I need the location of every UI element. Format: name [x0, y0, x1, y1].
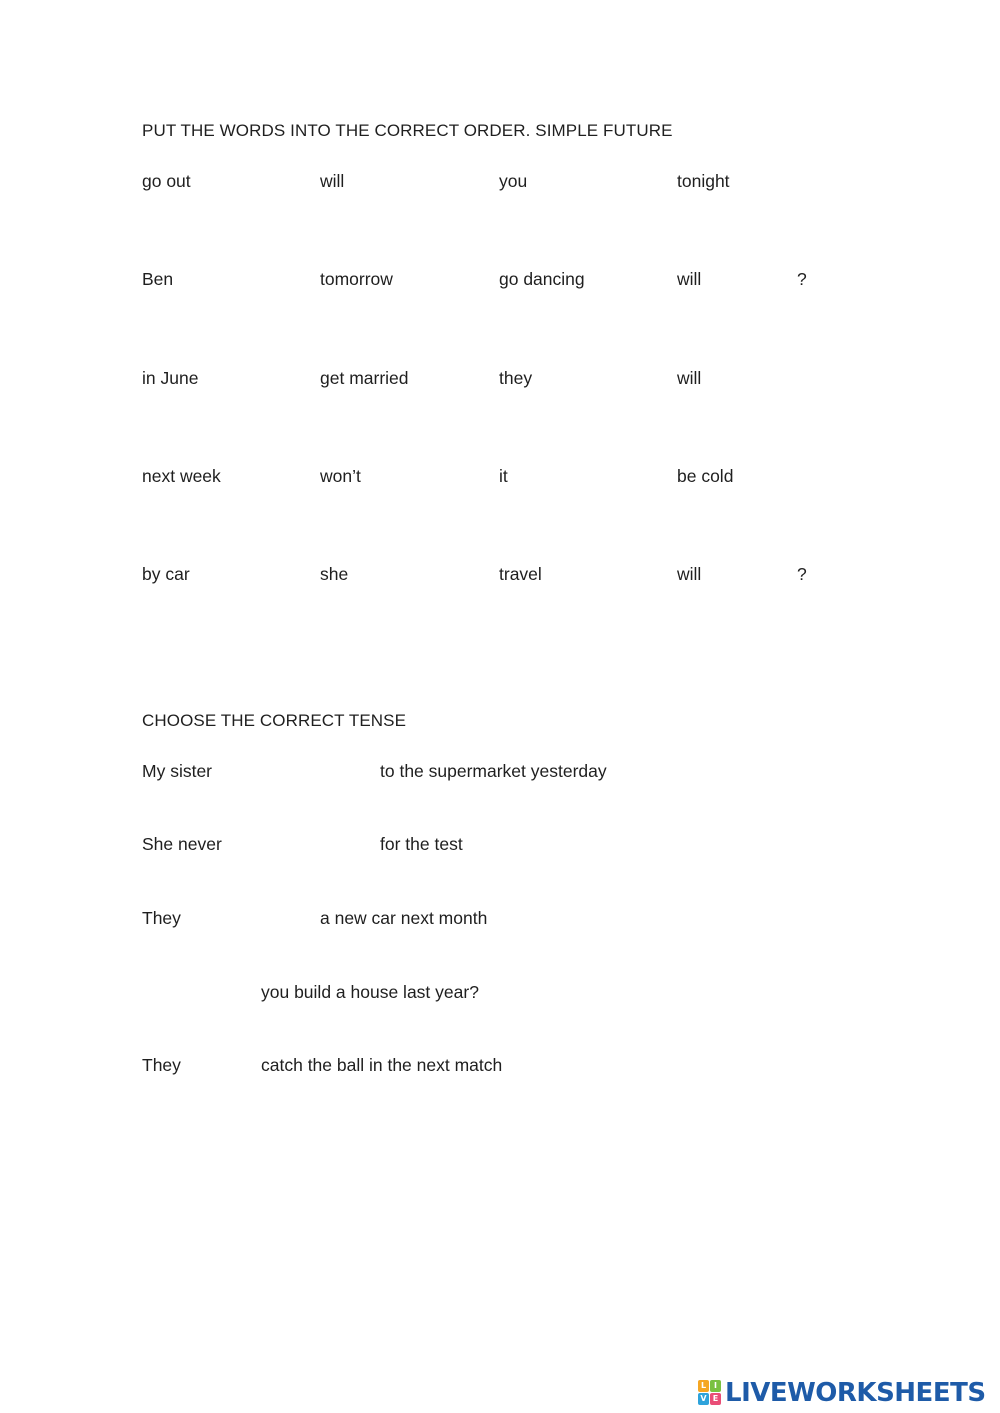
logo-text: LIVEWORKSHEETS [725, 1378, 986, 1408]
sentence-start: They [142, 908, 181, 928]
logo-badge-letter: V [698, 1393, 709, 1405]
sentence-start: My sister [142, 761, 212, 781]
word-cell: ? [797, 269, 807, 289]
word-cell: will [677, 269, 702, 289]
word-cell: it [499, 466, 508, 486]
word-cell: won’t [320, 466, 361, 486]
word-cell: get married [320, 368, 409, 388]
word-cell: be cold [677, 466, 734, 486]
word-cell: by car [142, 564, 190, 584]
word-cell: go out [142, 171, 191, 191]
sentence-end: to the supermarket yesterday [380, 761, 607, 781]
liveworksheets-logo [698, 1378, 986, 1408]
word-cell: tomorrow [320, 269, 393, 289]
word-cell: ? [797, 564, 807, 584]
word-cell: will [320, 171, 345, 191]
sentence-end: you build a house last year? [261, 982, 479, 1002]
sentence-start: They [142, 1055, 181, 1075]
section2-heading: CHOOSE THE CORRECT TENSE [142, 711, 407, 730]
sentence-start: She never [142, 834, 222, 854]
sentence-end: a new car next month [320, 908, 488, 928]
word-cell: you [499, 171, 528, 191]
word-cell: next week [142, 466, 221, 486]
word-cell: will [677, 368, 702, 388]
word-cell: tonight [677, 171, 730, 191]
word-cell: Ben [142, 269, 174, 289]
logo-badge-letter: E [710, 1393, 721, 1405]
sentence-end: catch the ball in the next match [261, 1055, 503, 1075]
logo-badge-icon [698, 1380, 722, 1406]
word-cell: will [677, 564, 702, 584]
word-cell: go dancing [499, 269, 585, 289]
word-cell: they [499, 368, 533, 388]
word-cell: she [320, 564, 349, 584]
logo-badge-letter: I [710, 1380, 721, 1392]
sentence-end: for the test [380, 834, 463, 854]
word-cell: in June [142, 368, 199, 388]
logo-badge-letter: L [698, 1380, 709, 1392]
word-cell: travel [499, 564, 542, 584]
section1-heading: PUT THE WORDS INTO THE CORRECT ORDER. SIMPLE FUTURE [142, 121, 673, 140]
